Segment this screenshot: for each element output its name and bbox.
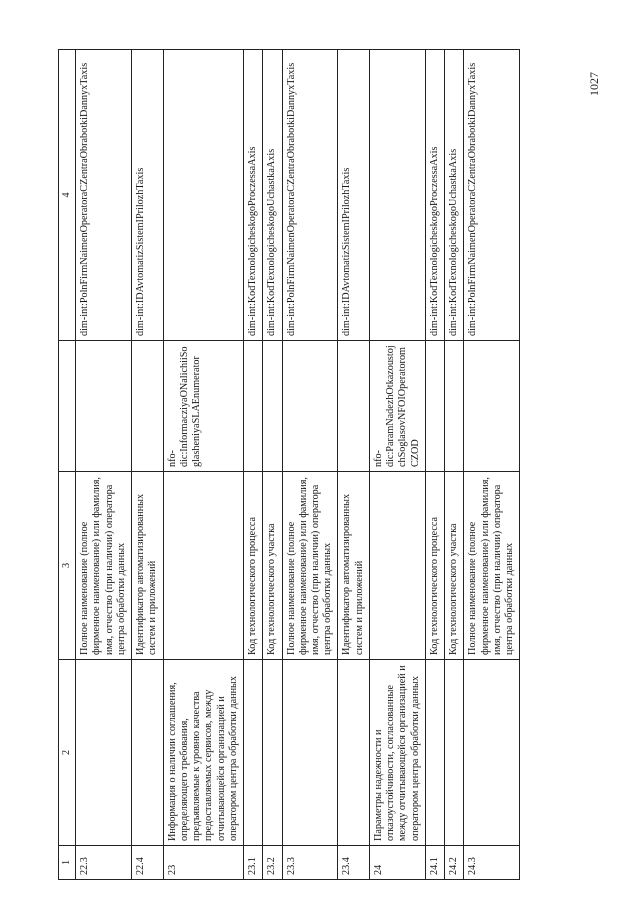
table-row: [132, 50, 163, 880]
table-row: [369, 50, 425, 880]
type-code: [263, 341, 282, 472]
row-number: 23: [163, 846, 243, 880]
row-number: 23.2: [263, 846, 282, 880]
dimension-description: Код технологического участка: [263, 472, 282, 660]
taxonomy-reference: dim-int:PolnFirmNaimenOperatoraCZentraObrabotkiDannyxTaxis: [76, 50, 132, 341]
header-row: [59, 50, 76, 880]
parameter-name: [445, 660, 464, 846]
table-row: [445, 50, 464, 880]
row-number: 22.3: [76, 846, 132, 880]
type-code: [282, 341, 338, 472]
page-number-text: 1027: [587, 72, 601, 96]
taxonomy-reference: dim-int:KodTexnologicheskogoUchastkaAxis: [445, 50, 464, 341]
col-header-2: 2: [59, 660, 76, 846]
table-row: [244, 50, 263, 880]
dimension-description: Код технологического процесса: [244, 472, 263, 660]
type-code: [244, 341, 263, 472]
col-header-1: 1: [59, 846, 76, 880]
row-number: 22.4: [132, 846, 163, 880]
taxonomy-reference: dim-int:IDAvtomatizSistemIPrilozhTaxis: [338, 50, 369, 341]
row-number: 23.1: [244, 846, 263, 880]
row-number: 24.3: [464, 846, 520, 880]
parameter-name: Информация о наличии соглашения, определяющего требования, предъявляемые к уровню качества предоставляемых сервисов, между отчитывающейся организацией и оператором центра обработки данных: [163, 660, 243, 846]
parameter-name: [282, 660, 338, 846]
dimension-description: Код технологического участка: [445, 472, 464, 660]
parameter-name: [244, 660, 263, 846]
parameter-name: [425, 660, 444, 846]
dimension-description: [163, 472, 243, 660]
col-header-4: 4: [59, 50, 76, 341]
table-row: [76, 50, 132, 880]
col-header-blank: [59, 341, 76, 472]
type-code: [338, 341, 369, 472]
dimension-description: Полное наименование (полное фирменное наименование) или фамилия, имя, отчество (при наличии) оператора центра обработки данных: [464, 472, 520, 660]
dimension-description: Идентификатор автоматизированных систем и приложений: [338, 472, 369, 660]
type-code: nfo-dic:ParamNadezhOtkazoustojchSoglasovNFOIOperatoromCZOD: [369, 341, 425, 472]
row-number: 23.4: [338, 846, 369, 880]
taxonomy-reference: [369, 50, 425, 341]
taxonomy-reference: dim-int:KodTexnologicheskogoProczessaAxis: [425, 50, 444, 341]
rotated-page: [58, 50, 623, 880]
parameter-name: [76, 660, 132, 846]
page-number: [587, 60, 603, 100]
taxonomy-reference: [163, 50, 243, 341]
row-number: 24: [369, 846, 425, 880]
col-header-3: 3: [59, 472, 76, 660]
type-code: [464, 341, 520, 472]
type-code: [76, 341, 132, 472]
table-row: [282, 50, 338, 880]
dimension-description: Полное наименование (полное фирменное наименование) или фамилия, имя, отчество (при наличии) оператора центра обработки данных: [76, 472, 132, 660]
dimension-description: [369, 472, 425, 660]
row-number: 23.3: [282, 846, 338, 880]
type-code: [132, 341, 163, 472]
taxonomy-reference: dim-int:KodTexnologicheskogoUchastkaAxis: [263, 50, 282, 341]
row-number: 24.1: [425, 846, 444, 880]
table-row: [425, 50, 444, 880]
table-row: [464, 50, 520, 880]
taxonomy-reference: dim-int:IDAvtomatizSistemIPrilozhTaxis: [132, 50, 163, 341]
row-number: 24.2: [445, 846, 464, 880]
parameter-name: Параметры надежности и отказоустойчивости, согласованные между отчитывающейся организацией и оператором центра обработки данных: [369, 660, 425, 846]
type-code: [445, 341, 464, 472]
type-code: nfo-dic:InformacziyaONalichiiSoglasheniyaSLAEnumerator: [163, 341, 243, 472]
parameter-name: [263, 660, 282, 846]
taxonomy-reference: dim-int:PolnFirmNaimenOperatoraCZentraObrabotkiDannyxTaxis: [282, 50, 338, 341]
dimension-description: Код технологического процесса: [425, 472, 444, 660]
table-row: [163, 50, 243, 880]
parameter-name: [464, 660, 520, 846]
parameter-name: [132, 660, 163, 846]
dimension-description: Идентификатор автоматизированных систем и приложений: [132, 472, 163, 660]
table-row: [263, 50, 282, 880]
table-row: [338, 50, 369, 880]
taxonomy-reference: dim-int:KodTexnologicheskogoProczessaAxis: [244, 50, 263, 341]
taxonomy-reference: dim-int:PolnFirmNaimenOperatoraCZentraObrabotkiDannyxTaxis: [464, 50, 520, 341]
dimension-description: Полное наименование (полное фирменное наименование) или фамилия, имя, отчество (при наличии) оператора центра обработки данных: [282, 472, 338, 660]
type-code: [425, 341, 444, 472]
parameter-name: [338, 660, 369, 846]
xbrl-taxonomy-table: [58, 49, 520, 880]
